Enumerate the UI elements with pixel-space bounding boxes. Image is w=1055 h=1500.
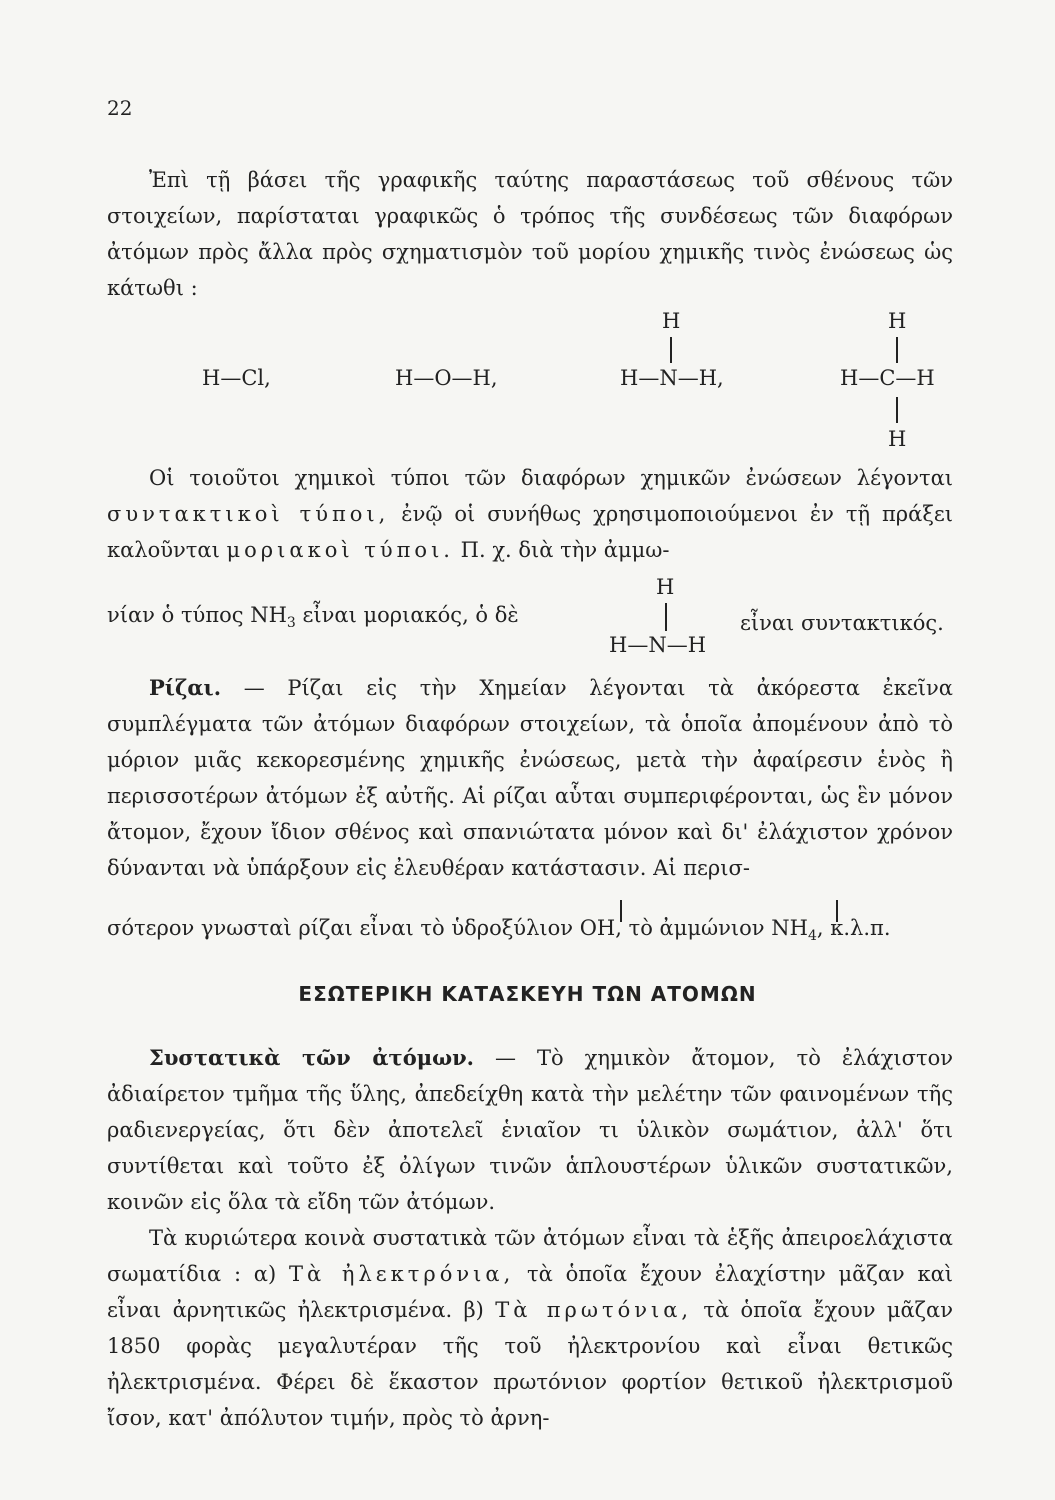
inline-ammonia-top: H [656,575,675,599]
page-number: 22 [107,96,133,120]
bond-line [896,337,898,363]
formula-methane: H—C—H [840,366,935,390]
atom-components-title: Συστατικὰ τῶν ἀτόμων. [149,1045,474,1070]
structural-formulas-paragraph: Οἱ τοιοῦτοι χημικοὶ τύποι τῶν διαφόρων χημικῶν ἐνώσεων λέγονται συντακτικοὶ τύποι, ἐνῷ οἱ συνήθως χρησιμοποιούμενοι ἐν τῇ πράξει καλοῦνται μοριακοὶ τύποι. Π. χ. διὰ τὴν ἀμμω- [107,466,954,562]
term-protons: Τὰ πρωτόνια, [495,1298,693,1322]
formula-ammonia: H—N—H, [620,366,724,390]
radicals-paragraph: Ρίζαι. — Ρίζαι εἰς τὴν Χημείαν λέγονται τὰ ἀκόρεστα ἐκεῖνα συμπλέγματα τῶν ἀτόμων διαφόρων στοιχείων, τὰ ὁποῖα ἀπομένουν ἀπὸ τὸ μόριον μιᾶς κεκορεσμένης χημικῆς ἐνώσεως, μετὰ τὴν ἀφαίρεσιν ἑνὸς ἢ περισσοτέρων ἀτόμων ἐξ αὐτῆς. Αἱ ρίζαι αὗται συμπεριφέρονται, ὡς ἓν μόνον ἄτομον, ἔχουν ἴδιον σθένος καὶ σπανιώτατα μόνον καὶ δι' ἐλάχιστον χρόνον δύνανται νὰ ὑπάρξουν εἰς ἐλευθέραν κατάστασιν. Αἱ περισ- [107,675,953,880]
formula-water: H—O—H, [395,366,498,390]
formula-methane-bottom: H [888,427,907,451]
radicals-last-line: σότερον γνωσταὶ ρίζαι εἶναι τὸ ὑδροξύλιον OH, τὸ ἀμμώνιον $NH_4$, κ.λ.π. [107,916,891,945]
radicals-title: Ρίζαι. [149,675,222,700]
atom-components-paragraph: Συστατικὰ τῶν ἀτόμων. — Τὸ χημικὸν ἄτομον, τὸ ἐλάχιστον ἀδιαίρετον τμῆμα τῆς ὕλης, ἀπεδείχθη κατὰ τὴν μελέτην τῶν φαινομένων τῆς ραδιενεργείας, ὅτι δὲν ἀποτελεῖ ἑνιαῖον τι ὑλικὸν σωμάτιον, ἀλλ' ὅτι συντίθεται καὶ τοῦτο ἐξ ὀλίγων τινῶν ἁπλουστέρων ὑλικῶν συστατικῶν, κοινῶν εἰς ὅλα τὰ εἴδη τῶν ἀτόμων. [107,1045,953,1214]
ammonia-sentence-end: εἶναι συντακτικός. [740,611,944,635]
inline-ammonia-formula: H—N—H [609,633,707,657]
formula-methane-top: H [888,309,907,333]
bond-line [670,337,672,363]
electrons-protons-paragraph: Τὰ κυριώτερα κοινὰ συστατικὰ τῶν ἀτόμων εἶναι τὰ ἑξῆς ἀπειροελάχιστα σωματίδια : α) Τὰ ἠλεκτρόνια, τὰ ὁποῖα ἔχουν ἐλαχίστην μᾶζαν καὶ εἶναι ἀρνητικῶς ἠλεκτρισμένα. β) Τὰ πρωτόνια, τὰ ὁποῖα ἔχουν μᾶζαν 1850 φορὰς μεγαλυτέραν τῆς τοῦ ἠλεκτρονίου καὶ εἶναι θετικῶς ἠλεκτρισμένα. Φέρει δὲ ἕκαστον πρωτόνιον φορτίον θετικοῦ ἠλεκτρισμοῦ ἴσον, κατ' ἀπόλυτον τιμήν, πρὸς τὸ ἀρνη- [107,1226,953,1430]
formula-ammonia-top: H [662,309,681,333]
term-structural-formulas: συντακτικοὶ τύποι, [107,502,390,526]
intro-paragraph: Ἐπὶ τῇ βάσει τῆς γραφικῆς ταύτης παραστάσεως τοῦ σθένους τῶν στοιχείων, παρίσταται γραφικῶς ὁ τρόπος τῆς συνδέσεως τῶν διαφόρων ἀτόμων πρὸς ἄλλα πρὸς σχηματισμὸν τοῦ μορίου χημικῆς τινὸς ἐνώσεως ὡς κάτωθι : [107,168,953,300]
bond-line [665,603,667,631]
ammonia-sentence-start: νίαν ὁ τύπος $NH_3$ εἶναι μοριακός, ὁ δὲ [107,603,519,632]
term-electrons: Τὰ ἠλεκτρόνια, [288,1262,515,1286]
formula-hcl: H—Cl, [202,366,271,390]
term-molecular-formulas: μοριακοὶ τύποι. [226,538,454,562]
section-heading: ΕΣΩΤΕΡΙΚΗ ΚΑΤΑΣΚΕΥΗ ΤΩΝ ΑΤΟΜΩΝ [298,982,757,1006]
bond-line [896,397,898,423]
